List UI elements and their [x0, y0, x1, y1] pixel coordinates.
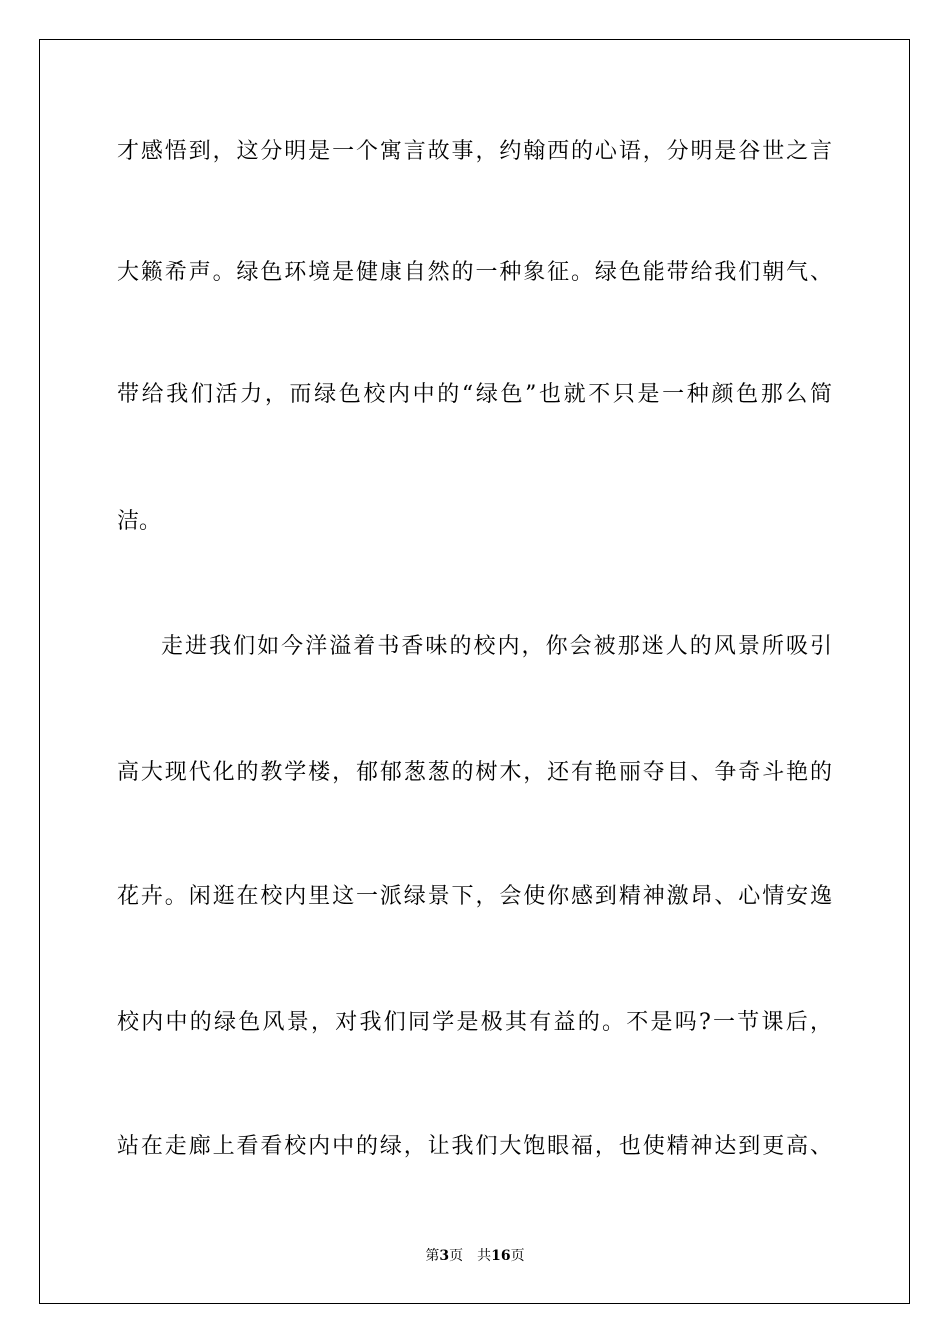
paragraph-line: 才感悟到，这分明是一个寓言故事，约翰西的心语，分明是谷世之言 [117, 139, 832, 164]
page-number: 3 [439, 1248, 450, 1264]
page-prefix: 第 [425, 1248, 440, 1264]
paragraph-line: 站在走廊上看看校内中的绿，让我们大饱眼福，也使精神达到更高、 [117, 1134, 832, 1159]
paragraph-line: 花卉。闲逛在校内里这一派绿景下，会使你感到精神激昂、心情安逸 [117, 884, 832, 909]
paragraph-line: 校内中的绿色风景，对我们同学是极其有益的。不是吗?一节课后， [117, 1010, 832, 1035]
paragraph-line: 带给我们活力，而绿色校内中的“绿色”也就不只是一种颜色那么简 [117, 382, 832, 407]
paragraph-line: 走进我们如今洋溢着书香味的校内，你会被那迷人的风景所吸引 [161, 634, 832, 659]
page-footer [0, 1246, 950, 1266]
total-pages: 16 [491, 1248, 511, 1264]
paragraph-line: 大籁希声。绿色环境是健康自然的一种象征。绿色能带给我们朝气、 [117, 260, 832, 285]
total-suffix: 页 [510, 1248, 525, 1264]
page-border [39, 39, 910, 1304]
paragraph-line: 洁。 [117, 509, 162, 534]
total-prefix: 共 [477, 1248, 492, 1264]
page-suffix: 页 [449, 1248, 464, 1264]
paragraph-line: 高大现代化的教学楼，郁郁葱葱的树木，还有艳丽夺目、争奇斗艳的 [117, 760, 832, 785]
